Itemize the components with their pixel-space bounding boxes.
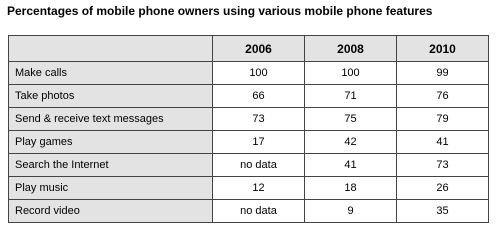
table-cell: no data bbox=[213, 200, 305, 223]
row-label: Make calls bbox=[9, 62, 213, 85]
table-cell: 100 bbox=[213, 62, 305, 85]
column-header-2006: 2006 bbox=[213, 36, 305, 62]
table-cell: no data bbox=[213, 154, 305, 177]
table-cell: 17 bbox=[213, 131, 305, 154]
table-cell: 99 bbox=[397, 62, 489, 85]
row-label: Send & receive text messages bbox=[9, 108, 213, 131]
table-cell: 76 bbox=[397, 85, 489, 108]
table-cell: 71 bbox=[305, 85, 397, 108]
table-cell: 26 bbox=[397, 177, 489, 200]
table-row bbox=[9, 108, 489, 131]
table-cell: 42 bbox=[305, 131, 397, 154]
table-cell: 66 bbox=[213, 85, 305, 108]
table-header-row bbox=[9, 36, 489, 62]
table-cell: 75 bbox=[305, 108, 397, 131]
table-row bbox=[9, 131, 489, 154]
table-cell: 9 bbox=[305, 200, 397, 223]
page-title: Percentages of mobile phone owners using various mobile phone features bbox=[7, 4, 433, 18]
table-row bbox=[9, 200, 489, 223]
table-row bbox=[9, 177, 489, 200]
table-row bbox=[9, 154, 489, 177]
features-table bbox=[8, 35, 489, 223]
column-header-2008: 2008 bbox=[305, 36, 397, 62]
table-cell: 79 bbox=[397, 108, 489, 131]
row-label: Record video bbox=[9, 200, 213, 223]
table-cell: 73 bbox=[213, 108, 305, 131]
row-label: Play games bbox=[9, 131, 213, 154]
table-cell: 41 bbox=[397, 131, 489, 154]
column-header-2010: 2010 bbox=[397, 36, 489, 62]
table-cell: 100 bbox=[305, 62, 397, 85]
header-corner-cell bbox=[9, 36, 213, 62]
row-label: Search the Internet bbox=[9, 154, 213, 177]
table-cell: 41 bbox=[305, 154, 397, 177]
table-cell: 18 bbox=[305, 177, 397, 200]
row-label: Play music bbox=[9, 177, 213, 200]
row-label: Take photos bbox=[9, 85, 213, 108]
table-row bbox=[9, 62, 489, 85]
table-cell: 12 bbox=[213, 177, 305, 200]
table-cell: 35 bbox=[397, 200, 489, 223]
table-row bbox=[9, 85, 489, 108]
table-cell: 73 bbox=[397, 154, 489, 177]
